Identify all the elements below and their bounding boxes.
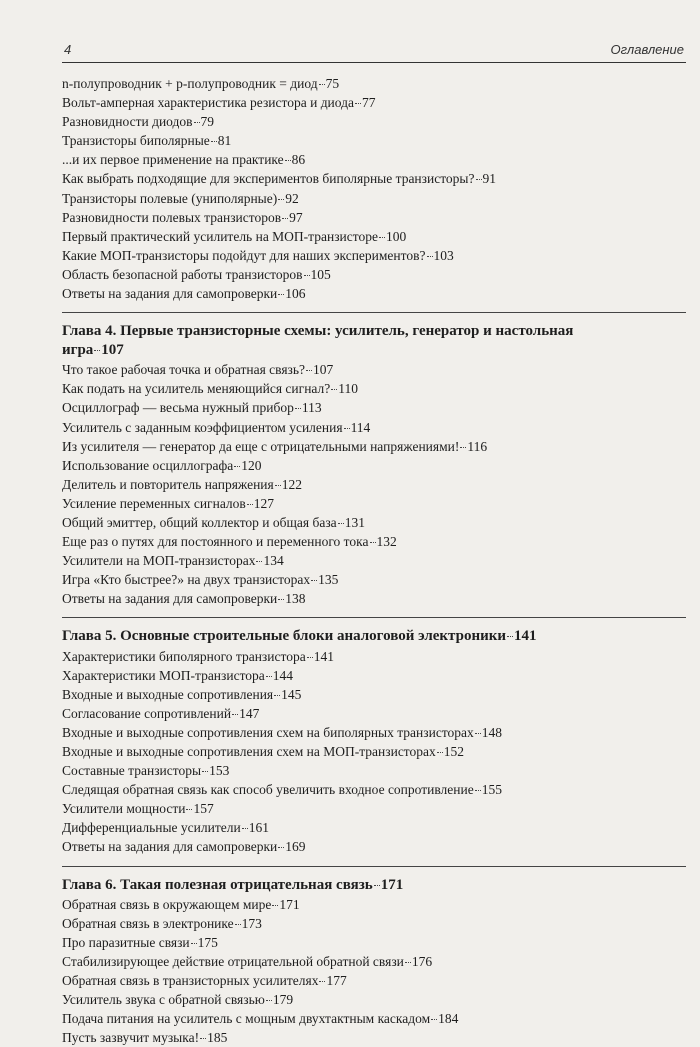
dot-leader	[507, 636, 513, 637]
dot-leader	[285, 160, 291, 161]
toc-entry-page: 152	[443, 744, 465, 759]
toc-entry	[62, 112, 686, 131]
running-title: Оглавление	[610, 42, 684, 57]
toc-entry	[62, 837, 686, 856]
chapter-5-title: Глава 5. Основные строительные блоки аналоговой электроники	[62, 628, 507, 645]
toc-entry-page: 92	[285, 190, 299, 206]
toc-entry-title: n-полупроводник + p-полупроводник = диод	[62, 76, 318, 91]
toc-entry	[62, 513, 686, 532]
dot-leader	[475, 790, 481, 791]
dot-leader	[194, 122, 200, 123]
toc-entry-page: 106	[285, 286, 306, 302]
toc-entry-page: 116	[467, 438, 488, 454]
toc-entry-page: 105	[310, 266, 331, 282]
dot-leader	[475, 733, 481, 734]
toc-entry-page: 113	[301, 400, 322, 416]
chapter-5-page: 141	[514, 628, 537, 645]
toc-entry-title: Обратная связь в транзисторных усилителях	[62, 973, 319, 989]
toc-entry	[62, 761, 686, 780]
toc-entry-title: Согласование сопротивлений	[62, 705, 232, 721]
dot-leader	[282, 218, 288, 219]
dot-leader	[319, 84, 325, 85]
toc-entry-page: 141	[313, 648, 334, 664]
dot-leader	[266, 1000, 272, 1001]
chapter-5-heading	[62, 627, 686, 646]
toc-entry-title: Составные транзисторы	[62, 763, 202, 779]
dot-leader	[437, 752, 443, 753]
chapter-6-title: Глава 6. Такая полезная отрицательная связь	[62, 876, 373, 893]
toc-entry	[62, 685, 686, 704]
toc-entry-page: 173	[241, 915, 262, 931]
toc-entry	[62, 990, 686, 1009]
toc-entry	[62, 246, 686, 265]
toc-chapter-6	[62, 867, 686, 1047]
toc-entry-title: Входные и выходные сопротивления	[62, 686, 274, 702]
toc-entry-title: Обратная связь в окружающем мире	[62, 896, 272, 912]
toc-entry-title: Ответы на задания для самопроверки	[62, 591, 278, 607]
toc-entry-title: Усилитель с заданным коэффициентом усиления	[62, 419, 343, 435]
table-of-contents	[62, 74, 686, 1047]
toc-entry-title: Из усилителя — генератор да еще с отрицательными напряжениями!	[62, 438, 460, 454]
chapter-6-heading	[62, 876, 686, 895]
toc-entry-page: 100	[385, 228, 407, 244]
dot-leader	[427, 256, 433, 257]
toc-entry	[62, 265, 686, 284]
dot-leader	[232, 714, 238, 715]
dot-leader	[306, 370, 312, 371]
toc-entry	[62, 208, 686, 227]
toc-entry-page: 132	[376, 534, 397, 550]
toc-entry-title: Разновидности полевых транзисторов	[62, 209, 282, 225]
dot-leader	[278, 294, 284, 295]
toc-entry-page: 177	[326, 973, 347, 989]
toc-entry	[62, 666, 686, 685]
chapter-4-title-tail: игра	[62, 342, 94, 359]
toc-entry-title: Входные и выходные сопротивления схем на МОП-транзисторах	[62, 744, 436, 759]
toc-entry-title: Обратная связь в электронике	[62, 915, 234, 931]
toc-entry-title: Усилители мощности	[62, 801, 186, 817]
toc-entry-title: Усилители на МОП-транзисторах	[62, 553, 256, 569]
toc-entry-page: 103	[433, 247, 454, 263]
toc-entry	[62, 647, 686, 666]
toc-entry	[62, 780, 686, 799]
chapter-4-page: 107	[101, 342, 124, 359]
toc-entry-page: 179	[272, 992, 294, 1008]
toc-entry	[62, 1028, 686, 1047]
toc-entry	[62, 818, 686, 837]
toc-entry	[62, 895, 686, 914]
toc-entry-page: 107	[313, 362, 334, 378]
toc-entry	[62, 971, 686, 990]
toc-entry-title: Использование осциллографа	[62, 457, 234, 473]
toc-intro-section	[62, 74, 686, 303]
toc-entry-page: 131	[344, 514, 365, 530]
toc-entry-title: Как выбрать подходящие для экспериментов биполярные транзисторы?	[62, 171, 475, 187]
chapter-4-heading	[62, 322, 686, 360]
toc-entry	[62, 914, 686, 933]
chapter-4-title-line2	[62, 341, 686, 360]
toc-entry-page: 97	[289, 209, 303, 225]
chapter-4-title-line1: Глава 4. Первые транзисторные схемы: усилитель, генератор и настольная	[62, 323, 574, 340]
toc-entry-title: Характеристики биполярного транзистора	[62, 648, 306, 664]
toc-entry-page: 75	[325, 76, 340, 91]
running-header	[62, 40, 686, 63]
toc-entry	[62, 952, 686, 971]
toc-entry	[62, 93, 686, 112]
dot-leader	[344, 428, 350, 429]
toc-entry-page: 147	[239, 705, 260, 721]
dot-leader	[295, 408, 301, 409]
toc-entry-page: 157	[193, 801, 214, 817]
toc-entry-title: Что такое рабочая точка и обратная связь?	[62, 362, 306, 378]
toc-entry-page: 79	[200, 114, 215, 130]
chapter-6-entries	[62, 895, 686, 1047]
dot-leader	[247, 504, 253, 505]
toc-entry-title: Делитель и повторитель напряжения	[62, 476, 274, 492]
toc-entry-page: 175	[197, 934, 218, 950]
toc-entry-page: 153	[209, 763, 230, 779]
toc-entry-title: Стабилизирующее действие отрицательной обратной связи	[62, 953, 404, 969]
dot-leader	[235, 924, 241, 925]
toc-entry-page: 120	[241, 457, 262, 473]
dot-leader	[256, 561, 262, 562]
toc-entry-title: Усилитель звука с обратной связью	[62, 992, 265, 1008]
dot-leader	[304, 275, 310, 276]
dot-leader	[202, 771, 208, 772]
toc-entry	[62, 150, 686, 169]
toc-entry-page: 161	[248, 820, 269, 836]
toc-entry-title: Ответы на задания для самопроверки	[62, 839, 278, 855]
dot-leader	[278, 199, 284, 200]
toc-entry	[62, 742, 686, 761]
toc-chapter-5	[62, 618, 686, 856]
toc-entry	[62, 704, 686, 723]
dot-leader	[234, 466, 240, 467]
dot-leader	[186, 809, 192, 810]
toc-entry	[62, 169, 686, 188]
toc-entry-page: 176	[411, 953, 433, 969]
dot-leader	[460, 447, 466, 448]
toc-entry-page: 144	[272, 667, 294, 683]
dot-leader	[94, 350, 100, 351]
toc-entry-page: 135	[318, 572, 339, 588]
dot-leader	[200, 1038, 206, 1039]
toc-entry	[62, 570, 686, 589]
toc-entry	[62, 532, 686, 551]
toc-entry-title: Первый практический усилитель на МОП-транзисторе	[62, 228, 378, 244]
toc-entry-title: Следящая обратная связь как способ увеличить входное сопротивление	[62, 782, 474, 798]
toc-entry-page: 169	[285, 839, 306, 855]
dot-leader	[405, 962, 411, 963]
toc-entry	[62, 456, 686, 475]
toc-entry-title: Дифференциальные усилители	[62, 820, 241, 836]
toc-entry-title: Транзисторы биполярные	[62, 133, 210, 149]
toc-entry	[62, 284, 686, 303]
toc-entry-title: Игра «Кто быстрее?» на двух транзисторах	[62, 572, 311, 588]
toc-entry-title: Ответы на задания для самопроверки	[62, 286, 278, 302]
toc-entry	[62, 723, 686, 742]
toc-entry	[62, 589, 686, 608]
toc-entry-page: 148	[481, 724, 503, 740]
toc-entry-title: Подача питания на усилитель с мощным двухтактным каскадом	[62, 1011, 431, 1027]
toc-entry-page: 155	[481, 782, 502, 798]
toc-entry-page: 184	[438, 1011, 459, 1027]
toc-entry	[62, 933, 686, 952]
toc-entry-title: Осциллограф — весьма нужный прибор	[62, 400, 294, 416]
toc-entry-page: 110	[338, 381, 359, 397]
chapter-5-entries	[62, 647, 686, 857]
dot-leader	[379, 237, 385, 238]
toc-entry	[62, 131, 686, 150]
toc-entry	[62, 74, 686, 93]
toc-entry-page: 91	[482, 171, 496, 187]
chapter-4-entries	[62, 360, 686, 608]
toc-entry-page: 122	[281, 476, 302, 492]
dot-leader	[374, 885, 380, 886]
dot-leader	[211, 141, 217, 142]
toc-entry	[62, 227, 686, 246]
dot-leader	[191, 943, 197, 944]
toc-entry-page: 81	[217, 133, 232, 149]
chapter-6-page: 171	[380, 876, 404, 893]
dot-leader	[242, 828, 248, 829]
toc-entry	[62, 360, 686, 379]
toc-entry	[62, 398, 686, 417]
toc-chapter-4	[62, 313, 686, 608]
toc-entry-title: Про паразитные связи	[62, 934, 190, 950]
toc-entry-page: 138	[285, 591, 306, 607]
toc-entry-title: Входные и выходные сопротивления схем на биполярных транзисторах	[62, 724, 474, 740]
toc-entry-title: ...и их первое применение на практике	[62, 152, 284, 168]
dot-leader	[307, 657, 313, 658]
toc-entry-page: 134	[263, 553, 284, 569]
toc-entry-title: Еще раз о путях для постоянного и переменного тока	[62, 534, 369, 550]
dot-leader	[272, 905, 278, 906]
dot-leader	[319, 981, 325, 982]
toc-entry-page: 185	[207, 1030, 228, 1046]
toc-entry-page: 127	[253, 495, 275, 511]
toc-entry-page: 77	[362, 95, 376, 111]
dot-leader	[278, 847, 284, 848]
toc-entry-title: Транзисторы полевые (униполярные)	[62, 190, 278, 206]
dot-leader	[274, 695, 280, 696]
dot-leader	[370, 542, 376, 543]
dot-leader	[476, 179, 482, 180]
dot-leader	[311, 580, 317, 581]
toc-entry-title: Пусть зазвучит музыка!	[62, 1030, 200, 1046]
toc-entry	[62, 475, 686, 494]
toc-entry	[62, 437, 686, 456]
dot-leader	[278, 599, 284, 600]
toc-entry	[62, 379, 686, 398]
toc-entry-page: 86	[291, 152, 306, 168]
toc-entry-title: Разновидности диодов	[62, 114, 193, 130]
toc-entry-title: Как подать на усилитель меняющийся сигнал?	[62, 381, 331, 397]
dot-leader	[338, 523, 344, 524]
toc-entry-title: Вольт-амперная характеристика резистора и диода	[62, 95, 355, 111]
dot-leader	[275, 485, 281, 486]
toc-entry	[62, 189, 686, 208]
toc-entry	[62, 494, 686, 513]
toc-entry-title: Усиление переменных сигналов	[62, 495, 246, 511]
toc-entry	[62, 799, 686, 818]
dot-leader	[331, 389, 337, 390]
toc-entry	[62, 551, 686, 570]
toc-entry-page: 145	[281, 686, 302, 702]
dot-leader	[355, 103, 361, 104]
toc-entry-page: 114	[350, 419, 371, 435]
toc-entry-title: Область безопасной работы транзисторов	[62, 266, 303, 282]
dot-leader	[266, 676, 272, 677]
toc-entry-page: 171	[279, 896, 300, 912]
toc-entry-title: Характеристики МОП-транзистора	[62, 667, 265, 683]
page-number: 4	[64, 42, 72, 57]
toc-entry-title: Общий эмиттер, общий коллектор и общая база	[62, 514, 337, 530]
toc-entry	[62, 418, 686, 437]
toc-entry-title: Какие МОП-транзисторы подойдут для наших экспериментов?	[62, 247, 426, 263]
dot-leader	[431, 1019, 437, 1020]
